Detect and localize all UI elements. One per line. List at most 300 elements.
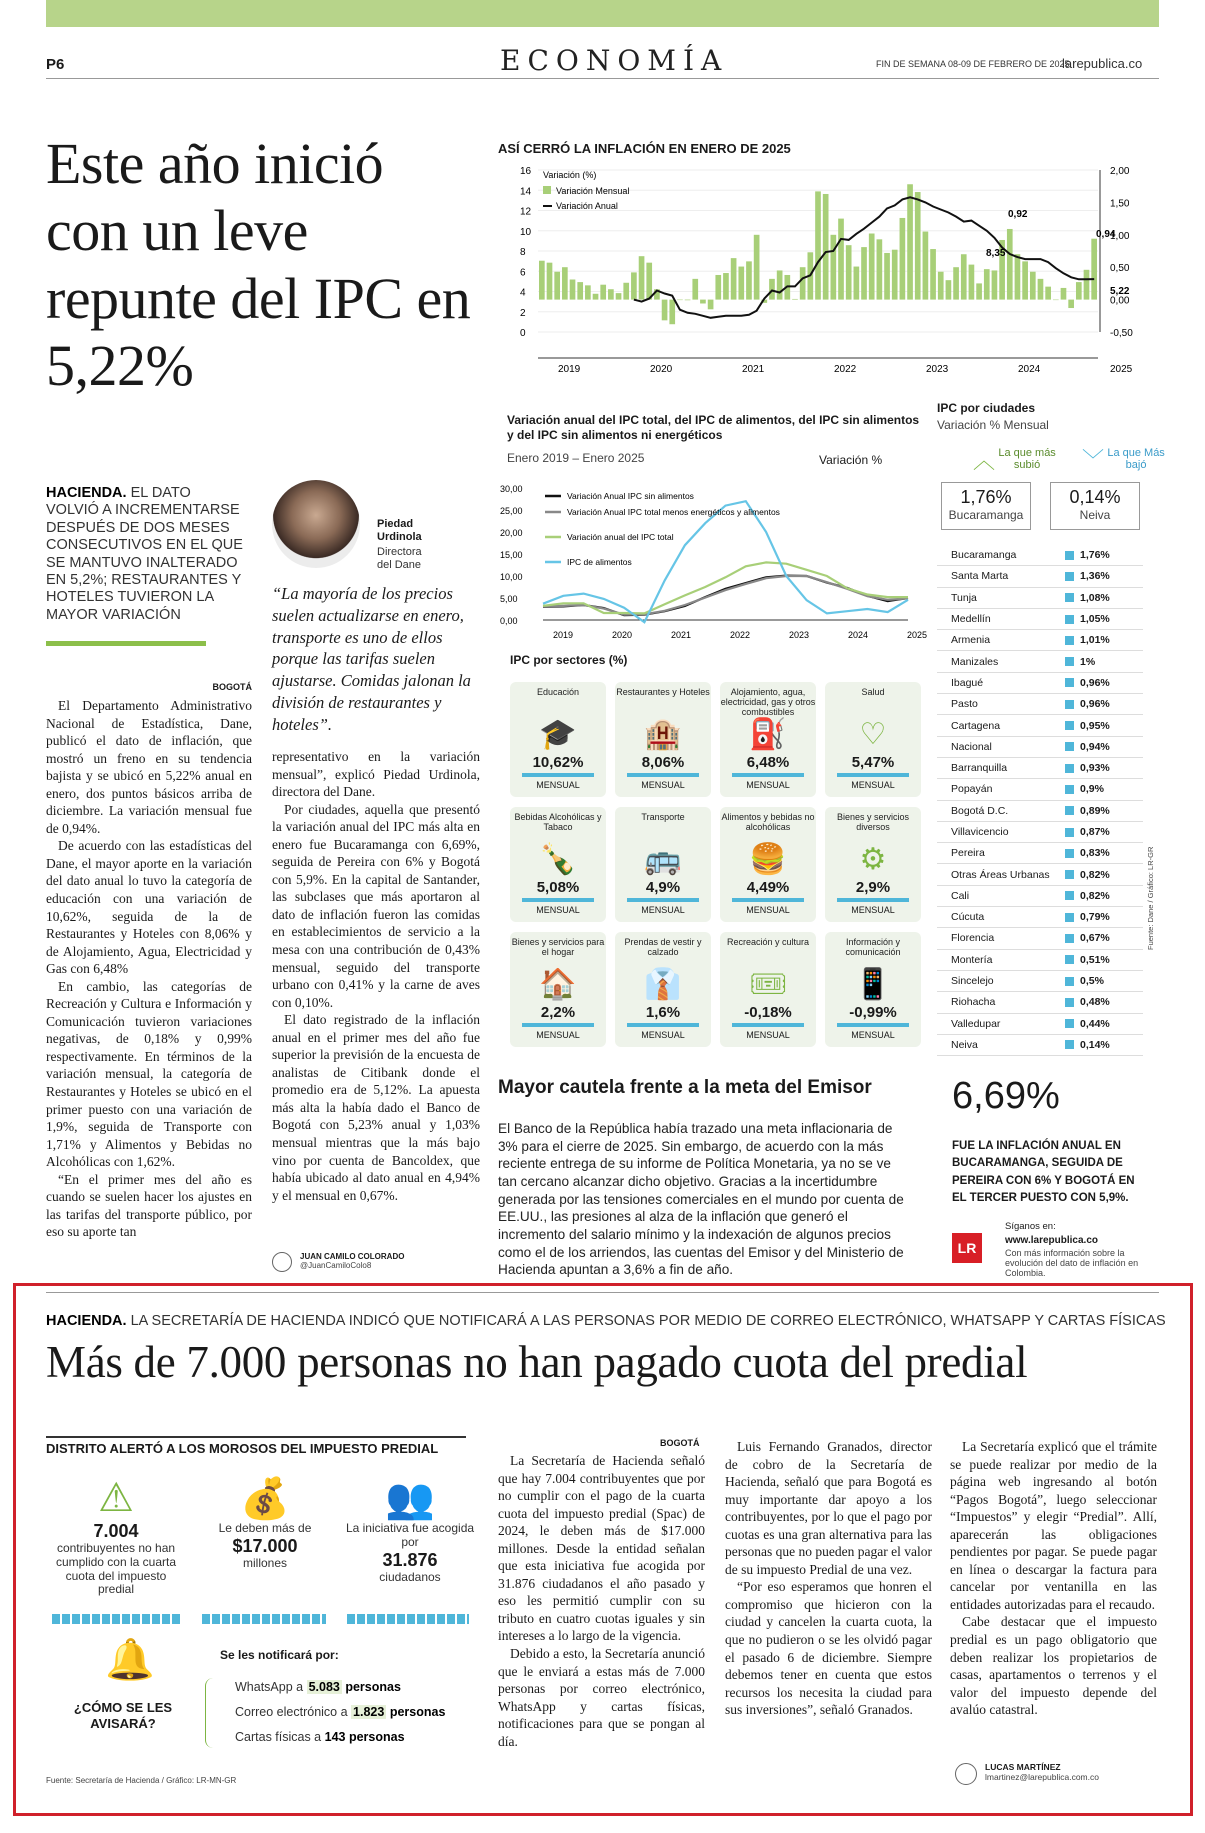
bullet-icon <box>1065 977 1074 986</box>
city-row <box>937 1035 1143 1056</box>
monthly-bar <box>953 267 959 299</box>
money-bag-icon: 💰 <box>240 1477 290 1521</box>
monthly-bar <box>884 253 890 300</box>
city-row <box>937 907 1143 928</box>
monthly-bar <box>1030 272 1036 300</box>
highlight-figure: 6,69% <box>952 1075 1060 1117</box>
channel-letters <box>235 1730 405 1744</box>
monthly-bar <box>738 267 744 300</box>
lowest-city: Neiva <box>1079 508 1111 522</box>
city-name: Bogotá D.C. <box>951 804 1009 817</box>
sector-card <box>720 932 816 1047</box>
stat-value: 7.004 <box>93 1521 139 1541</box>
city-row <box>937 779 1143 800</box>
highlight-caption: FUE LA INFLACIÓN ANUAL EN BUCARAMANGA, SEGUIDA DE PEREIRA CON 6% Y BOGOTÁ EN EL TERCER PUESTO CON 5,9%. <box>952 1140 1135 1204</box>
sector-unit: MENSUAL <box>851 905 895 915</box>
bullet-icon <box>1065 615 1074 624</box>
stat-value: $17.000 <box>232 1535 298 1556</box>
city-row <box>937 566 1143 587</box>
monthly-bar <box>723 273 729 300</box>
paragraph: “Por eso esperamos que honren el compromiso que hicieron con la ciudad y cancelen la cuarta cuota, la que no pudieron o se les olvidó pagar el pasado 6 de diciembre. Siempre debemos tener en cuenta que estos recursos los necesita la ciudad para sus inversiones”, señaló Granados. <box>725 1579 932 1718</box>
monthly-bar <box>731 258 737 299</box>
city-value: 0,82% <box>1080 889 1110 902</box>
ticket-icon: 🎟 <box>748 967 788 1002</box>
byline-name: LUCAS MARTÍNEZ <box>985 1762 1061 1772</box>
y-tick-label: 30,00 <box>500 484 523 494</box>
author-photo <box>272 480 360 568</box>
stat-bar <box>202 1614 326 1624</box>
city-value: 0,48% <box>1080 996 1110 1009</box>
city-row <box>937 758 1143 779</box>
bullet-icon <box>1065 636 1074 645</box>
paragraph: Cabe destacar que el impuesto predial es un pago obligatorio que deben realizar los propietarios de casas, apartamentos o terrenos y el valor del impuesto depende del avalúo catastral. <box>950 1614 1157 1718</box>
city-value: 0,14% <box>1080 1038 1110 1051</box>
legend-swatch <box>543 186 551 194</box>
lead <box>46 485 246 624</box>
chevron-down-icon: ﹀ <box>1082 448 1105 474</box>
monthly-bar <box>585 285 591 299</box>
highest-city: Bucaramanga <box>948 508 1024 522</box>
monthly-bar <box>877 239 883 299</box>
bullet-icon <box>1065 934 1074 943</box>
monthly-bar <box>984 269 990 299</box>
stat-bar <box>52 1614 182 1624</box>
monthly-bar <box>639 256 645 299</box>
y-tick-label: 16 <box>520 166 532 177</box>
monthly-bar <box>930 249 936 300</box>
monthly-bar <box>1038 279 1044 300</box>
byline-handle[interactable]: @JuanCamiloColo8 <box>300 1261 372 1270</box>
y-tick-label: 20,00 <box>500 528 523 538</box>
y2-tick-label: 0,50 <box>1110 263 1130 275</box>
article2-column-2 <box>725 1438 932 1800</box>
sector-card <box>510 682 606 797</box>
channel-unit: personas <box>348 1730 405 1744</box>
lead-rule <box>46 641 206 646</box>
monthly-bar <box>961 254 967 299</box>
city-row <box>937 822 1143 843</box>
highest-value: 1,76% <box>960 487 1012 507</box>
monthly-bar <box>1022 261 1028 299</box>
cities-subtitle: Variación % Mensual <box>937 418 1049 432</box>
city-name: Barranquilla <box>951 762 1008 775</box>
kicker <box>46 1313 1166 1329</box>
monthly-bar <box>1045 287 1051 300</box>
sector-unit: MENSUAL <box>746 780 790 790</box>
sector-label: Bienes y servicios para el hogar <box>511 937 605 957</box>
ipc-series-chart <box>498 470 934 645</box>
paragraph: El Departamento Administrativo Nacional de Estadística, Dane, publicó el dato de inflación, que mostró un freno en su tendencia bajista y se ubicó en 5,22% anual en enero, dos puntos básicos arriba de diciembre. La variación mensual fue de 0,94%. <box>46 698 252 836</box>
bullet-icon <box>1065 955 1074 964</box>
sector-label: Prendas de vestir y calzado <box>624 937 702 957</box>
x-tick-label: 2020 <box>650 364 673 375</box>
y-tick-label: 0 <box>520 328 526 339</box>
header-rule <box>46 78 1159 79</box>
bullet-icon <box>1065 849 1074 858</box>
monthly-bar <box>915 192 921 300</box>
author-name: Piedad Urdinola <box>377 518 422 544</box>
city-name: Bucaramanga <box>951 549 1017 562</box>
monthly-bar <box>1053 300 1059 301</box>
monthly-bar <box>976 283 982 299</box>
monthly-bar <box>700 300 706 304</box>
sector-card <box>720 807 816 922</box>
top-color-bar <box>46 0 1159 27</box>
chevron-up-icon: ︿ <box>973 448 996 474</box>
byline-email[interactable]: lmartinez@larepublica.com.co <box>985 1772 1099 1782</box>
city-value: 0,89% <box>1080 804 1110 817</box>
bullet-icon <box>1065 764 1074 773</box>
headline: Este año inició con un leve repunte del IPC en 5,22% <box>46 131 471 398</box>
city-row <box>937 1014 1143 1035</box>
monthly-bar <box>662 300 668 321</box>
lead-text: EL DATO VOLVIÓ A INCREMENTARSE DESPUÉS DE DOS MESES CONSECUTIVOS EN EL QUE SE MANTUVO INALTERADO EN 5,2%; RESTAURANTES Y HOTELES TUVIERON LA MAYOR VARIACIÓN <box>46 485 243 623</box>
city-value: 0,9% <box>1080 783 1104 796</box>
bullet-icon <box>1065 891 1074 900</box>
paragraph: El dato registrado de la inflación anual en el primer mes del año fue superior la previsión de la encuesta de analistas de Citibank donde el promedio era de 5,12%. La apuesta más alta la había dado el Banco de Bogotá con 5,23% anual y 1,03% mensual mientras que la más bajo vino por cuenta de Bancoldex, que había ubicado al dato anual en 4,94% y el mensual en 0,67%. <box>272 1012 480 1203</box>
sector-label: Salud <box>861 687 885 697</box>
notify-heading: Se les notificará por: <box>220 1648 339 1662</box>
city-value: 0,93% <box>1080 762 1110 775</box>
annotation: 0,92 <box>1008 209 1028 220</box>
city-name: Sincelejo <box>951 975 994 988</box>
sector-unit: MENSUAL <box>536 905 580 915</box>
city-name: Nacional <box>951 740 992 753</box>
monthly-bar <box>746 261 752 299</box>
hotel-icon: 🏨 <box>644 717 682 752</box>
bullet-icon <box>1065 593 1074 602</box>
y-tick-label: 10,00 <box>500 572 523 582</box>
stat-debt <box>200 1475 330 1571</box>
city-value: 1,08% <box>1080 591 1110 604</box>
monthly-bar <box>570 280 576 300</box>
x-tick-label: 2025 <box>1110 364 1133 375</box>
city-value: 1,76% <box>1080 549 1110 562</box>
monthly-bar <box>777 270 783 299</box>
paragraph: Por ciudades, aquella que presentó la variación anual del IPC más alta en enero fue Bucaramanga con 6,69%, seguida de Pereira con 6% y Bogotá con 5,9%. En la capital de Santander, las subclases que más aportaron al dato de inflación fueron las comidas en establecimientos de servicio a la mesa con una contribución de 0,43% mensual, seguido del transporte urbano con 0,41% y la carne de aves con 0,10%. <box>272 801 480 1010</box>
monthly-bar <box>593 294 599 300</box>
city-row <box>937 928 1143 949</box>
bullet-icon <box>1065 678 1074 687</box>
article2-column-3 <box>950 1438 1157 1758</box>
bullet-icon <box>1065 742 1074 751</box>
x-tick-label: 2025 <box>907 630 928 640</box>
monthly-bar <box>854 267 860 300</box>
paragraph: “En el primer mes del año es cuando se suelen hacer los ajustes en las tarifas del transporte público, por eso su aporte tan <box>46 1171 252 1240</box>
channel-email <box>235 1705 445 1719</box>
sector-label: Recreación y cultura <box>726 937 810 947</box>
monthly-bar <box>900 218 906 300</box>
follow-label: Síganos en: <box>1005 1221 1056 1232</box>
dateline-city: BOGOTÁ <box>212 682 252 692</box>
sector-label: Bienes y servicios diversos <box>836 812 910 832</box>
y2-tick-label: 2,00 <box>1110 166 1130 177</box>
city-name: Santa Marta <box>951 570 1009 583</box>
monthly-bar <box>577 282 583 299</box>
sidebar-body: El Banco de la República había trazado una meta inflacionaria de 3% para el cierre de 2025. Sin embargo, de acuerdo con la más reciente entrega de su informe de Política Monetaria, ya no se ve tan cercano alcanzar dicho objetivo. Gracias a la incertidumbre generada por las tensiones comerciales en el mundo por cuenta de EE.UU., las presiones al alza de la inflación que generó el incremento del salario mínimo y la indexación de algunos precios como el de los arriendos, las cuentas del Emisor y del Ministerio de Hacienda apuntan a 3,6% a fin de año. <box>498 1121 904 1278</box>
kicker-text: LA SECRETARÍA DE HACIENDA INDICÓ QUE NOTIFICARÁ A LAS PERSONAS POR MEDIO DE CORREO ELECTRÓNICO, WHATSAPP Y CARTAS FÍSICAS <box>130 1313 1166 1329</box>
y2-tick-label: 1,50 <box>1110 198 1130 210</box>
section-rule <box>46 1292 1159 1293</box>
city-row <box>937 609 1143 630</box>
sector-value: -0,99% <box>837 1004 909 1027</box>
monthly-bar <box>685 300 691 301</box>
infographic-title: DISTRITO ALERTÓ A LOS MOROSOS DEL IMPUESTO PREDIAL <box>46 1441 439 1456</box>
city-value: 0,5% <box>1080 975 1104 988</box>
stat-bar <box>347 1614 469 1624</box>
bullet-icon <box>1065 551 1074 560</box>
sector-label: Alimentos y bebidas no alcohólicas <box>721 812 815 832</box>
city-row <box>937 864 1143 885</box>
monthly-bar <box>646 263 652 300</box>
city-value: 0,87% <box>1080 826 1110 838</box>
annotation: 8,35 <box>986 248 1006 259</box>
monthly-bar <box>846 245 852 299</box>
city-name: Manizales <box>951 655 999 668</box>
monthly-bar <box>631 272 637 299</box>
lead-kicker: HACIENDA. <box>46 485 127 501</box>
sector-unit: MENSUAL <box>746 1030 790 1040</box>
pull-quote: “La mayoría de los precios suelen actualizarse en enero, transporte es uno de ellos porque las tarifas suelen ajustarse. Comidas jalonan la división de restaurantes y hoteles”. <box>272 584 471 734</box>
monthly-bar <box>708 300 714 310</box>
bullet-icon <box>1065 657 1074 666</box>
bullet-icon <box>1065 1019 1074 1028</box>
channel-count: 1.823 <box>353 1705 385 1719</box>
sector-label: Transporte <box>641 812 685 822</box>
city-row <box>937 950 1143 971</box>
sidebar-title: Mayor cautela frente a la meta del Emisor <box>498 1077 872 1098</box>
bullet-icon <box>1065 721 1074 730</box>
channel-whatsapp <box>235 1680 401 1694</box>
fuel-icon: ⛽ <box>749 717 787 752</box>
chart2-title: Variación anual del IPC total, del IPC de alimentos, del IPC sin alimentos y del IPC sin alimentos ni energéticos <box>507 413 920 442</box>
city-name: Cúcuta <box>951 911 985 924</box>
sector-value: 1,6% <box>627 1004 699 1027</box>
monthly-bar <box>969 265 975 300</box>
channel-label: WhatsApp a <box>235 1680 304 1694</box>
monthly-bar <box>1007 229 1013 300</box>
bullet-icon <box>1065 785 1074 794</box>
y2-tick-label: -0,50 <box>1110 328 1133 339</box>
infographic-rule <box>46 1436 466 1438</box>
byline <box>300 1252 404 1270</box>
sectors-title: IPC por sectores (%) <box>510 653 628 667</box>
sector-card <box>615 682 711 797</box>
legend-label: Variación Anual IPC total menos energéticos y alimentos <box>567 507 780 517</box>
monthly-bar <box>1061 288 1067 300</box>
monthly-bar <box>946 280 952 299</box>
monthly-bar <box>831 235 837 300</box>
monthly-bar <box>992 270 998 299</box>
x-tick-label: 2022 <box>834 364 857 375</box>
bell-icon: 🔔 <box>105 1637 155 1683</box>
stat-citizens <box>345 1475 475 1584</box>
y-tick-label: 10 <box>520 226 532 238</box>
x-tick-label: 2022 <box>730 630 751 640</box>
paragraph: La Secretaría explicó que el trámite se puede realizar por medio de la página web ingresando al botón “Pagos Bogotá”, luego seleccionar “Impuestos” y elegir “Predial”. Allí, aparecerán las obligaciones pendientes por pagar. Se puede pagar en línea o descargar la factura para cancelar por ventanilla en las entidades autorizadas para el recaudo. <box>950 1439 1157 1612</box>
sector-card <box>825 807 921 922</box>
monthly-bar <box>838 219 844 300</box>
city-name: Armenia <box>951 634 991 647</box>
channel-label: Correo electrónico a <box>235 1705 348 1719</box>
stat-contribuyentes <box>46 1475 186 1597</box>
lowest-city-box <box>1050 482 1140 530</box>
monthly-bar <box>861 247 867 299</box>
city-row <box>937 801 1143 822</box>
sector-card <box>720 682 816 797</box>
site-link[interactable]: larepublica.co <box>1062 56 1143 71</box>
bullet-icon <box>1065 998 1074 1007</box>
highest-city-box <box>941 482 1031 530</box>
city-name: Otras Áreas Urbanas <box>951 868 1050 881</box>
sector-label: Educación <box>536 687 580 697</box>
legend-label: Variación anual del IPC total <box>567 532 674 542</box>
byline-name: JUAN CAMILO COLORADO <box>300 1252 405 1261</box>
y-tick-label: 6 <box>520 267 526 279</box>
paragraph: Luis Fernando Granados, director de cobro de la Secretaría de Hacienda, señaló que para Bogotá es muy importante dar apoyo a los contribuyentes, por lo que el pago por cuotas es una gran alternativa para las personas que no pueden pagar el valor de su impuesto Predial de una vez. <box>725 1439 932 1577</box>
city-name: Medellín <box>951 613 991 626</box>
bullet-icon <box>1065 700 1074 709</box>
page-number: P6 <box>46 56 65 73</box>
y-tick-label: 8 <box>520 247 526 258</box>
monthly-bar <box>539 261 545 300</box>
article-column-1 <box>46 697 252 1279</box>
city-row <box>937 673 1143 694</box>
monthly-bar <box>669 300 675 325</box>
bottles-icon: 🍾 <box>539 842 577 877</box>
city-list <box>937 545 1143 1056</box>
city-value: 0,83% <box>1080 847 1110 860</box>
monthly-bar <box>677 300 683 301</box>
city-name: Tunja <box>951 591 977 604</box>
y-tick-label: 2 <box>520 307 526 319</box>
sector-card <box>825 932 921 1047</box>
monthly-bar <box>692 279 698 300</box>
section-title: ECONOMÍA <box>500 44 729 77</box>
channel-unit: personas <box>389 1705 446 1719</box>
city-name: Villavicencio <box>951 826 1009 838</box>
bullet-icon <box>1065 572 1074 581</box>
annotation: 5,22 <box>1110 286 1130 297</box>
city-row <box>937 651 1143 672</box>
city-value: 1% <box>1080 655 1096 668</box>
heart-icon: ♡ <box>859 717 887 752</box>
legend-label: Variación Mensual <box>556 186 630 196</box>
down-label <box>1082 447 1165 473</box>
y-tick-label: 14 <box>520 186 532 198</box>
channel-unit: personas <box>345 1680 401 1694</box>
y-tick-label: 12 <box>520 206 532 218</box>
sector-unit: MENSUAL <box>746 905 790 915</box>
y2-tick-label: 0,00 <box>1110 295 1130 307</box>
monthly-bar <box>800 267 806 299</box>
bullet-icon <box>1065 828 1074 837</box>
city-name: Montería <box>951 953 993 966</box>
up-label <box>973 447 1056 473</box>
city-value: 0,95% <box>1080 719 1110 732</box>
sector-label: Bebidas Alcohólicas y Tabaco <box>514 812 602 832</box>
infographic-source: Fuente: Secretaría de Hacienda / Gráfico: LR-MN-GR <box>46 1776 237 1785</box>
sector-unit: MENSUAL <box>641 905 685 915</box>
lr-logo: LR <box>952 1233 982 1263</box>
city-row <box>937 588 1143 609</box>
paragraph: En cambio, las categorías de Recreación y Cultura e Información y Comunicación tuvieron variaciones negativas, de 0,18% y 0,99% respectivamente. En términos de la variación mensual, la categoría de Restaurantes y Hoteles se ubicó en el primer puesto con una variación de 1,9%, seguida de Transporte con 1,71% y Alimentos y Bebidas no Alcohólicas con 1,62%. <box>46 978 252 1170</box>
city-name: Pasto <box>951 698 978 711</box>
monthly-bar <box>815 191 821 299</box>
sector-unit: MENSUAL <box>851 1030 895 1040</box>
kicker-label: HACIENDA. <box>46 1313 127 1329</box>
legend-label: Variación Anual <box>556 201 618 211</box>
city-value: 0,96% <box>1080 676 1110 689</box>
x-tick-label: 2021 <box>742 364 765 375</box>
sector-value: 10,62% <box>522 754 594 777</box>
legend-label: IPC de alimentos <box>567 557 632 567</box>
people-icon: 👥 <box>385 1477 435 1521</box>
city-name: Riohacha <box>951 996 996 1009</box>
sector-value: 4,49% <box>732 879 804 902</box>
sector-label: Restaurantes y Hoteles <box>616 687 710 697</box>
city-value: 1,01% <box>1080 634 1110 647</box>
sector-card <box>510 932 606 1047</box>
sector-unit: MENSUAL <box>536 1030 580 1040</box>
city-value: 0,67% <box>1080 932 1110 945</box>
city-row <box>937 992 1143 1013</box>
city-value: 0,44% <box>1080 1017 1110 1030</box>
channel-label: Cartas físicas a <box>235 1730 322 1744</box>
pen-icon <box>272 1252 292 1272</box>
city-row <box>937 545 1143 566</box>
follow-url[interactable]: www.larepublica.co <box>1005 1235 1098 1246</box>
city-row <box>937 630 1143 651</box>
city-value: 0,96% <box>1080 698 1110 711</box>
brace <box>205 1678 215 1748</box>
author-role: Directora del Dane <box>377 546 422 572</box>
home-goods-icon: 🏠 <box>539 967 577 1002</box>
up-label-text: La que más subió <box>998 447 1056 472</box>
x-tick-label: 2024 <box>848 630 869 640</box>
ylabel: Variación (%) <box>543 170 597 180</box>
sector-unit: MENSUAL <box>641 1030 685 1040</box>
monthly-bar <box>892 250 898 300</box>
graduation-icon: 🎓 <box>539 717 577 752</box>
city-row <box>937 886 1143 907</box>
stat-text: contribuyentes no han cumplido con la cuarta cuota del impuesto predial <box>55 1541 177 1597</box>
inflation-chart <box>498 162 1148 396</box>
bullet-icon <box>1065 870 1074 879</box>
city-name: Cartagena <box>951 719 1001 732</box>
x-tick-label: 2019 <box>553 630 574 640</box>
sector-value: 8,06% <box>627 754 699 777</box>
x-tick-label: 2024 <box>1018 364 1041 375</box>
city-name: Pereira <box>951 847 985 860</box>
paragraph: De acuerdo con las estadísticas del Dane, el mayor aporte en la variación del dato anual lo tuvo la categoría de educación con una variación de 10,62%, seguida de la de Restaurantes y Hoteles con 8,06% y de Alojamiento, Agua, Electricidad y Gas con 6,48% <box>46 838 252 977</box>
sector-value: 5,08% <box>522 879 594 902</box>
bus-icon: 🚌 <box>644 842 682 877</box>
sector-card <box>615 932 711 1047</box>
monthly-bar <box>554 272 560 300</box>
city-name: Valledupar <box>951 1017 1001 1030</box>
monthly-bar <box>1015 254 1021 299</box>
monthly-bar <box>923 232 929 300</box>
city-value: 1,05% <box>1080 613 1110 626</box>
city-name: Cali <box>951 889 970 902</box>
phone-icon: 📱 <box>854 967 892 1002</box>
dateline-city: BOGOTÁ <box>660 1438 700 1448</box>
down-label-text: La que Más bajó <box>1107 447 1165 472</box>
sector-label: Información y comunicación <box>845 937 901 957</box>
monthly-bar <box>608 289 614 299</box>
sector-label: Alojamiento, agua, electricidad, gas y otros combustibles <box>720 687 816 717</box>
